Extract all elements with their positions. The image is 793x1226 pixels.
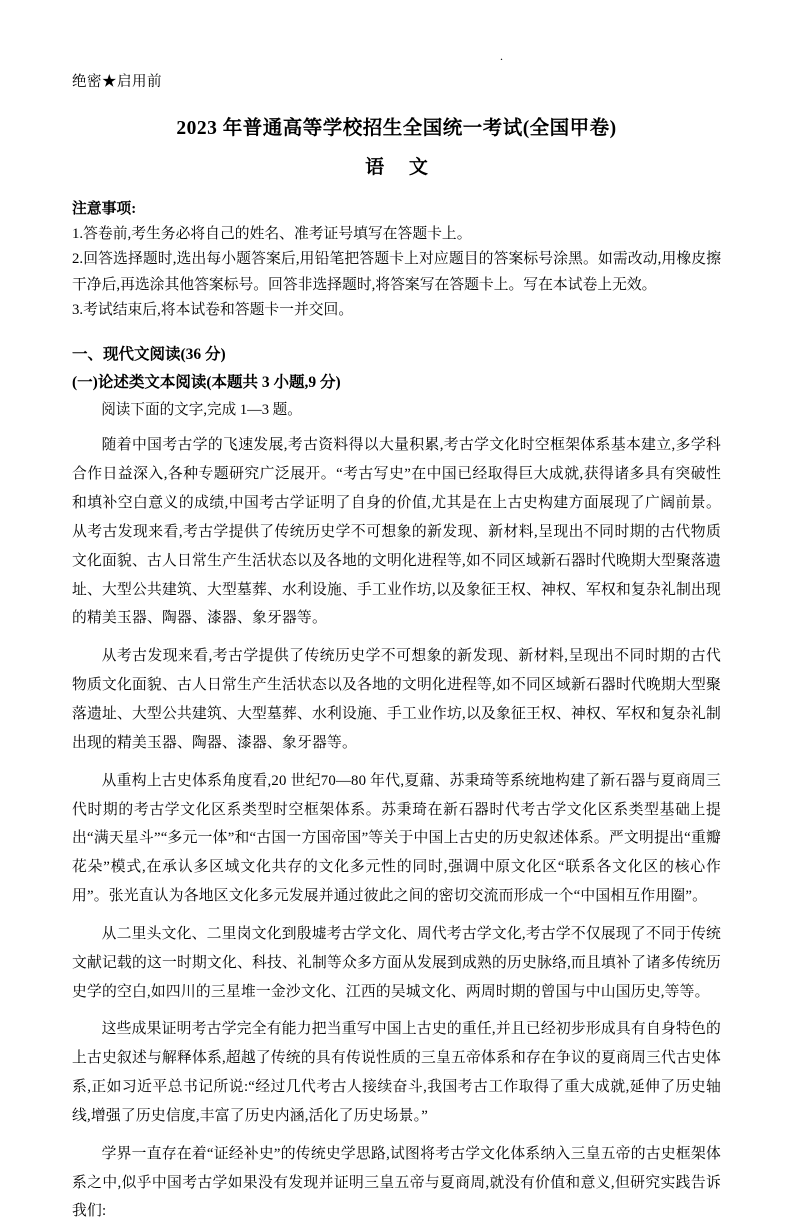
notice-heading: 注意事项: — [72, 201, 137, 218]
body-paragraph: 从二里头文化、二里岗文化到殷墟考古学文化、周代考古学文化,考古学不仅展现了不同于传统文献记载的这一时期文化、科技、礼制等众多方面从发展到成熟的历史脉络,而且填补了诸多传统历史学的空白,如四川的三星堆一金沙文化、江西的吴城文化、两周时期的曾国与中山国历史,等等。 — [72, 925, 721, 1000]
body-paragraph: 随着中国考古学的飞速发展,考古资料得以大量积累,考古学文化时空框架体系基本建立,多学科合作日益深入,各种专题研究广泛展开。“考古写史”在中国已经取得巨大成就,获得诸多具有突破性和填补空白意义的成绩,中国考古学证明了自身的价值,尤其是在上古史构建方面展现了广阔前景。从考古发现来看,考古学提供了传统历史学不可想象的新发现、新材料,呈现出不同时期的古代物质文化面貌、古人日常生产生活状态以及各地的文明化进程等,如不同区域新石器时代晚期大型聚落遗址、大型公共建筑、大型墓葬、水利设施、手工业作坊,以及象征王权、神权、军权和复杂礼制出现的精美玉器、陶器、漆器、象牙器等。 — [72, 437, 721, 627]
subsection-heading-argumentative: (一)论述类文本阅读(本题共 3 小题,9 分) — [72, 374, 341, 392]
body-paragraph: 从考古发现来看,考古学提供了传统历史学不可想象的新发现、新材料,呈现出不同时期的古代物质文化面貌、古人日常生产生活状态以及各地的文明化进程等,如不同区域新石器时代晚期大型聚落遗址、大型公共建筑、大型墓葬、水利设施、手工业作坊,以及象征王权、神权、军权和复杂礼制出现的精美玉器、陶器、漆器、象牙器等。 — [72, 648, 721, 751]
subject-title: 语 文 — [365, 156, 438, 178]
body-paragraph: 这些成果证明考古学完全有能力把当重写中国上古史的重任,并且已经初步形成具有自身特色的上古史叙述与解释体系,超越了传统的具有传说性质的三皇五帝体系和存在争议的夏商周三代古史体系,正如习近平总书记所说:“经过几代考古人接续奋斗,我国考古工作取得了重大成就,延伸了历史轴线,增强了历史信度,丰富了历史内涵,活化了历史场景。” — [72, 1021, 721, 1124]
section-heading-modern-reading: 一、现代文阅读(36 分) — [72, 346, 226, 364]
page-top-dot: . — [500, 49, 503, 63]
body-paragraph: 学界一直存在着“证经补史”的传统史学思路,试图将考古学文化体系纳入三皇五帝的古史框架体系之中,似乎中国考古学如果没有发现并证明三皇五帝与夏商周,就没有价值和意义,但研究实践告诉我们: — [72, 1145, 721, 1220]
secret-label: 绝密★启用前 — [72, 74, 162, 90]
notice-item-2: 2.回答选择题时,选出每小题答案后,用铅笔把答题卡上对应题目的答案标号涂黑。如需改动,用橡皮擦干净后,再选涂其他答案标号。回答非选择题时,将答案写在答题卡上。写在本试卷上无效。 — [72, 251, 721, 293]
notice-item-3: 3.考试结束后,将本试卷和答题卡一并交回。 — [72, 302, 354, 319]
body-paragraph: 从重构上古史体系角度看,20 世纪70—80 年代,夏鼐、苏秉琦等系统地构建了新石器与夏商周三代时期的考古学文化区系类型时空框架体系。苏秉琦在新石器时代考古学文化区系类型基础上提出“满天星斗”“多元一体”和“古国一方国帝国”等关于中国上古史的历史叙述体系。严文明提出“重瓣花朵”模式,在承认多区域文化共存的文化多元性的同时,强调中原文化区“联系各文化区的核心作用”。张光直认为各地区文化多元发展并通过彼此之间的密切交流而形成一个“中国相互作用圈”。 — [72, 772, 721, 905]
reading-instruction: 阅读下面的文字,完成 1—3 题。 — [101, 401, 302, 418]
notice-item-1: 1.答卷前,考生务必将自己的姓名、准考证号填写在答题卡上。 — [72, 225, 472, 242]
page-title: 2023 年普通高等学校招生全国统一考试(全国甲卷) — [176, 118, 617, 140]
